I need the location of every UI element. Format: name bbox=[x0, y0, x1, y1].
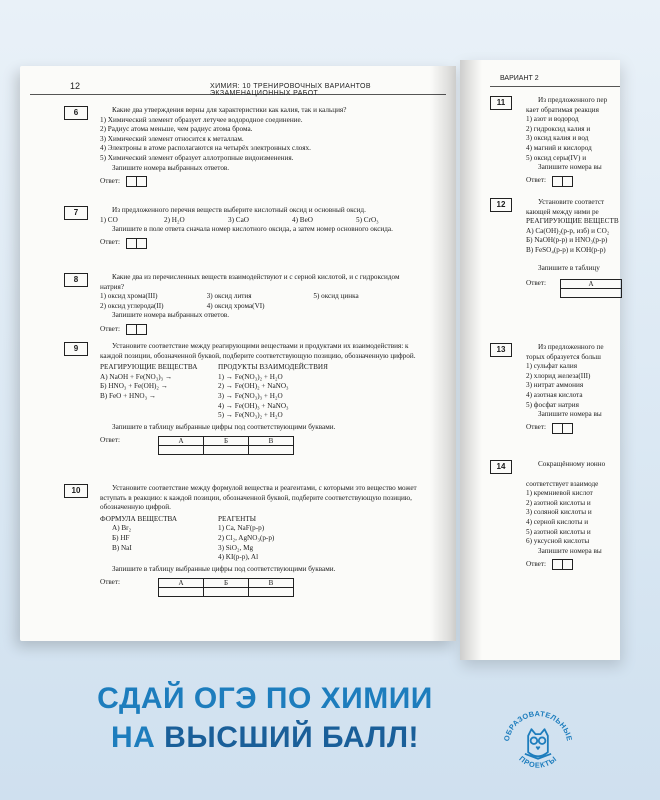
option: 2) хлорид железа(III) bbox=[526, 371, 591, 380]
instruction: Запишите номера вы bbox=[538, 410, 602, 419]
question-number: 12 bbox=[490, 198, 512, 212]
option: 2) оксид углерода(II) bbox=[100, 301, 164, 310]
reactant: А) Ca(OH)₂(р-р, изб) и CO₂ bbox=[526, 226, 610, 235]
instruction: Запишите в таблицу bbox=[538, 263, 600, 272]
instruction: Запишите номера вы bbox=[538, 163, 602, 172]
option: 3) соляной кислоты и bbox=[526, 508, 592, 517]
answer-cell[interactable] bbox=[249, 588, 294, 597]
text-line: кает обратимая реакция bbox=[526, 105, 599, 114]
reagent: 2) Cl₂, AgNO₃(р-р) bbox=[218, 533, 275, 542]
product: 2) → Fe(OH)₂ + NaNO₃ bbox=[218, 382, 289, 391]
question-number: 13 bbox=[490, 343, 512, 357]
option: 3) нитрат аммония bbox=[526, 381, 584, 390]
answer-cell[interactable] bbox=[204, 446, 249, 455]
column-heading: ПРОДУКТЫ ВЗАИМОДЕЙСТВИЯ bbox=[218, 363, 328, 372]
option: 2) азотной кислоты и bbox=[526, 498, 591, 507]
option: 3) CaO bbox=[228, 215, 249, 224]
table-header: Б bbox=[204, 579, 249, 588]
answer-cell[interactable] bbox=[159, 588, 204, 597]
question-stem: Из предложенного перечня веществ выберите кислотный оксид и основный оксид. bbox=[112, 206, 366, 214]
answer-label: Ответ: bbox=[100, 238, 121, 247]
formula: А) Br₂ bbox=[112, 524, 132, 533]
answer-box[interactable] bbox=[552, 559, 573, 570]
option: 1) кремниевой кислот bbox=[526, 489, 593, 498]
open-book bbox=[14, 40, 619, 660]
table-header: А bbox=[159, 579, 204, 588]
answer-box[interactable] bbox=[552, 423, 573, 434]
answer-label: Ответ: bbox=[526, 279, 547, 288]
svg-text:ОБРАЗОВАТЕЛЬНЫЕ bbox=[502, 709, 574, 742]
option: 5) азотной кислоты и bbox=[526, 527, 591, 536]
answer-row bbox=[100, 324, 420, 335]
answer-cell[interactable] bbox=[249, 446, 294, 455]
column-heading: РЕАГИРУЮЩИЕ ВЕЩЕСТВ bbox=[526, 217, 619, 226]
answer-cell[interactable] bbox=[561, 289, 622, 298]
table-header: А bbox=[159, 437, 204, 446]
owl-icon bbox=[525, 729, 551, 759]
product: 3) → Fe(NO₃)₃ + H₂O bbox=[218, 391, 283, 400]
answer-row bbox=[100, 176, 420, 187]
banner-highlight: ВЫСШИЙ БАЛЛ! bbox=[164, 721, 420, 754]
text-line: кающей между ними ре bbox=[526, 207, 599, 216]
option: 3) Химический элемент относится к металлам. bbox=[100, 134, 244, 143]
answer-box[interactable] bbox=[126, 324, 147, 335]
product: 1) → Fe(NO₃)₂ + H₂O bbox=[218, 372, 283, 381]
instruction: Запишите номера вы bbox=[538, 546, 602, 555]
table-header: В bbox=[249, 579, 294, 588]
question-stem: Какие два из перечисленных веществ взаимодействуют и с серной кислотой, и с гидроксидом натрия? bbox=[100, 273, 400, 291]
answer-box[interactable] bbox=[552, 176, 573, 187]
option: 4) азотная кислота bbox=[526, 390, 583, 399]
product: 4) → Fe(OH)₃ + NaNO₃ bbox=[218, 401, 289, 410]
instruction: Запишите в таблицу выбранные цифры под соответствующими буквами. bbox=[112, 564, 336, 573]
text-line: Сокращённому ионно bbox=[538, 460, 606, 468]
option: 2) Радиус атома меньше, чем радиус атома брома. bbox=[100, 125, 253, 134]
option: 4) Электроны в атоме располагаются на четырёх электронных слоях. bbox=[100, 144, 311, 153]
right-page bbox=[460, 60, 620, 660]
answer-label: Ответ: bbox=[100, 578, 121, 587]
answer-table bbox=[158, 436, 294, 455]
column-heading: РЕАГЕНТЫ bbox=[218, 514, 256, 523]
option: 4) BeO bbox=[292, 215, 313, 224]
answer-label: Ответ: bbox=[100, 176, 121, 185]
option: 5) фосфат натрия bbox=[526, 400, 579, 409]
answer-row bbox=[100, 238, 420, 249]
instruction: Запишите номера выбранных ответов. bbox=[112, 163, 230, 172]
text-line: Из предложенного пер bbox=[538, 96, 608, 104]
question-number: 7 bbox=[64, 206, 88, 220]
question-number: 8 bbox=[64, 273, 88, 287]
answer-label: Ответ: bbox=[526, 423, 547, 432]
option: 4) серной кислоты и bbox=[526, 517, 589, 526]
option: 5) оксид серы(IV) и bbox=[526, 153, 587, 162]
option: 1) CO bbox=[100, 215, 118, 224]
text-line: Из предложенного пе bbox=[538, 343, 604, 351]
text-line: соответствует взаимоде bbox=[526, 479, 599, 488]
reactant: Б) NaOH(р-р) и HNO₃(р-р) bbox=[526, 236, 608, 245]
option: 5) Химический элемент образует аллотропные видоизменения. bbox=[100, 153, 294, 162]
option: 1) азот и водород bbox=[526, 115, 579, 124]
question-stem: Установите соответствие между формулой вещества и реагентами, с которыми это вещество может вступать в реакцию: к каждой позиции, обозначенной буквой, подберите соответствующую позицию, обозначенную цифрой. bbox=[100, 484, 417, 512]
answer-label: Ответ: bbox=[100, 324, 121, 333]
answer-label: Ответ: bbox=[526, 560, 547, 569]
answer-cell[interactable] bbox=[159, 446, 204, 455]
left-page bbox=[20, 66, 456, 641]
option: 3) оксид калия и вод bbox=[526, 134, 589, 143]
option: 4) магний и кислород bbox=[526, 143, 592, 152]
banner-line-1: СДАЙ ОГЭ ПО ХИМИИ bbox=[97, 682, 433, 715]
reactant: А) NaOH + Fe(NO₃)₃ → bbox=[100, 372, 173, 381]
answer-box[interactable] bbox=[126, 238, 147, 249]
table-header: А bbox=[561, 280, 622, 289]
book-title: ХИМИЯ: 10 ТРЕНИРОВОЧНЫХ ВАРИАНТОВ ЭКЗАМЕНАЦИОННЫХ РАБОТ bbox=[210, 83, 371, 97]
reagent: 3) SiO₂, Mg bbox=[218, 543, 254, 552]
answer-label: Ответ: bbox=[526, 176, 547, 185]
column-heading: ФОРМУЛА ВЕЩЕСТВА bbox=[100, 514, 178, 523]
reagent: 1) Ca, NaF(р-р) bbox=[218, 524, 265, 533]
instruction: Запишите в поле ответа сначала номер кислотного оксида, а затем номер основного оксида. bbox=[112, 225, 393, 234]
option: 5) CrO₃ bbox=[356, 215, 379, 224]
formula: В) NaI bbox=[112, 543, 132, 552]
question-number: 14 bbox=[490, 460, 512, 474]
banner-prefix: НА bbox=[110, 721, 165, 754]
option: 1) сульфат калия bbox=[526, 362, 577, 371]
option: 2) H₂O bbox=[164, 215, 185, 224]
question-number: 9 bbox=[64, 342, 88, 356]
answer-cell[interactable] bbox=[204, 588, 249, 597]
option: 4) оксид хрома(VI) bbox=[206, 301, 265, 310]
question-stem: Установите соответствие между реагирующими веществами и продуктами их взаимодействия: к каждой позиции, обозначенной буквой, подберите соответствующую позицию, обозначенную цифрой. bbox=[100, 342, 416, 360]
product: 5) → Fe(NO₃)₂ + H₂O bbox=[218, 411, 283, 420]
table-header: Б bbox=[204, 437, 249, 446]
option: 5) оксид цинка bbox=[313, 292, 359, 301]
option: 2) гидроксид калия и bbox=[526, 124, 591, 133]
publisher-logo bbox=[497, 703, 579, 785]
question-number: 10 bbox=[64, 484, 88, 498]
logo-text-top: ОБРАЗОВАТЕЛЬНЫЕ bbox=[501, 709, 575, 743]
answer-table bbox=[560, 279, 622, 298]
option: 6) уксусной кислоты bbox=[526, 537, 590, 546]
question-number: 6 bbox=[64, 106, 88, 120]
text-line: Установите соответст bbox=[538, 198, 605, 206]
running-header bbox=[490, 72, 620, 87]
question-stem: Какие два утверждения верны для характеристики как калия, так и кальция? bbox=[112, 106, 347, 114]
reagent: 4) KI(р-р), Al bbox=[218, 553, 259, 562]
variant-title: ВАРИАНТ 2 bbox=[500, 75, 539, 82]
option: 1) Химический элемент образует летучее водородное соединение. bbox=[100, 115, 303, 124]
option: 3) оксид лития bbox=[206, 292, 252, 301]
running-header bbox=[30, 80, 446, 95]
table-header: В bbox=[249, 437, 294, 446]
answer-box[interactable] bbox=[126, 176, 147, 187]
logo-text-bottom: ПРОЕКТЫ bbox=[517, 754, 559, 770]
reactant: В) FeSO₄(р-р) и KOH(р-р) bbox=[526, 245, 606, 254]
instruction: Запишите в таблицу выбранные цифры под соответствующими буквами. bbox=[112, 422, 336, 431]
page-number: 12 bbox=[70, 81, 81, 91]
reactant: В) FeO + HNO₃ → bbox=[100, 391, 157, 400]
answer-table bbox=[158, 578, 294, 597]
reactant: Б) HNO₃ + Fe(OH)₂ → bbox=[100, 382, 168, 391]
option: 1) оксид хрома(III) bbox=[100, 292, 158, 301]
instruction: Запишите номера выбранных ответов. bbox=[112, 311, 230, 320]
answer-label: Ответ: bbox=[100, 436, 121, 445]
question-number: 11 bbox=[490, 96, 512, 110]
column-heading: РЕАГИРУЮЩИЕ ВЕЩЕСТВА bbox=[100, 363, 198, 372]
text-line: торых образуется больш bbox=[526, 352, 601, 361]
formula: Б) HF bbox=[112, 533, 130, 542]
